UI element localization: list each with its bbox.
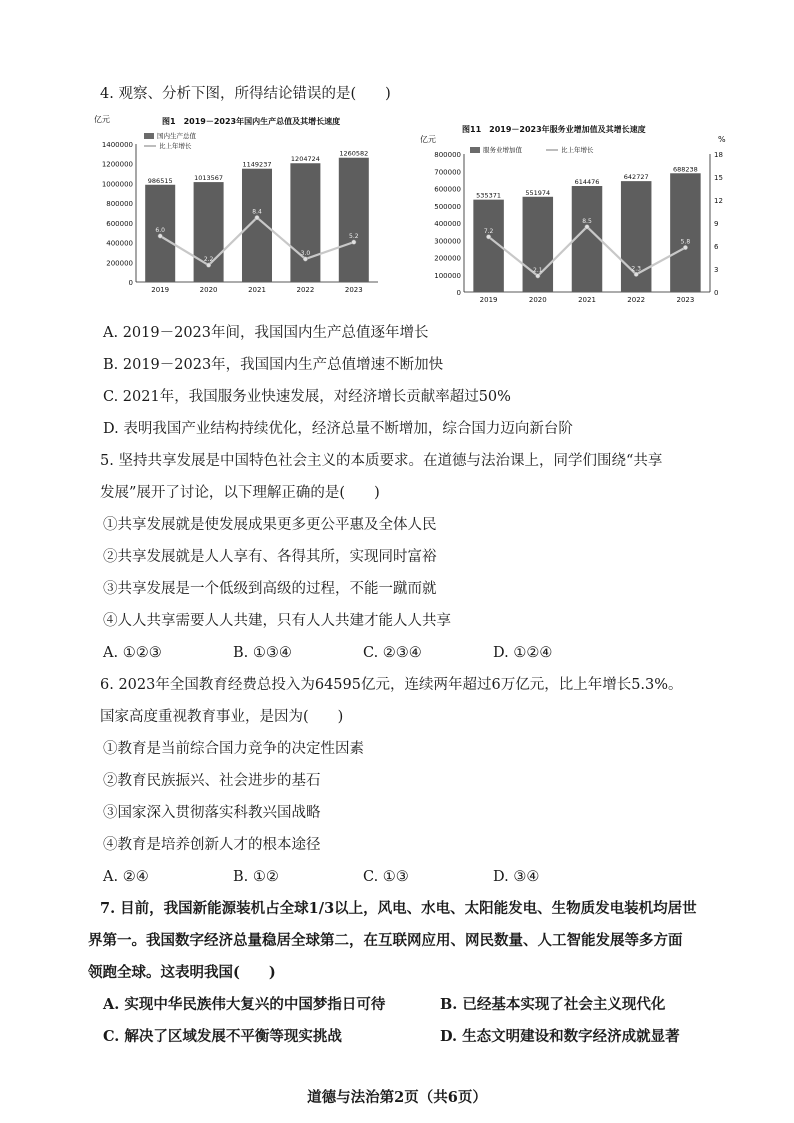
q4-option-d: D. 表明我国产业结构持续优化，经济总量不断增加，综合国力迈向新台阶 bbox=[103, 421, 573, 437]
q7-stem-line2: 界第一。我国数字经济总量稳居全球第二，在互联网应用、网民数量、人工智能发展等多方面 bbox=[88, 932, 683, 949]
chart2-y2tick-label: 9 bbox=[714, 220, 719, 228]
chart2-legend-bar-swatch bbox=[470, 147, 480, 153]
chart2-xtick-2019: 2019 bbox=[479, 296, 498, 304]
chart1-bar-value-2019: 986515 bbox=[147, 176, 173, 185]
chart2-growth-point-2021 bbox=[585, 225, 589, 229]
q7-choice-a: A. 实现中华民族伟大复兴的中国梦指日可待 bbox=[103, 996, 386, 1013]
chart2-growth-label-2022: 2.3 bbox=[631, 265, 641, 273]
chart2-bar-value-2020: 551974 bbox=[525, 188, 551, 197]
chart2-y2tick-label: 15 bbox=[714, 174, 723, 182]
chart2-y2tick-label: 3 bbox=[714, 266, 719, 274]
chart1-title: 图1 2019－2023年国内生产总值及其增长速度 bbox=[162, 117, 341, 126]
chart1-ylabel: 亿元 bbox=[94, 115, 110, 124]
chart1-bar-value-2020: 1013567 bbox=[194, 174, 224, 183]
q6-choice-d: D. ③④ bbox=[493, 869, 540, 885]
chart2-ytick-label: 400000 bbox=[434, 220, 461, 228]
q7-stem-line1: 7. 目前，我国新能源装机占全球1/3以上，风电、水电、太阳能发电、生物质发电装机均居世 bbox=[100, 900, 697, 917]
chart1-ytick-label: 600000 bbox=[106, 219, 133, 228]
chart2-growth-label-2021: 8.5 bbox=[582, 217, 592, 225]
q4-charts bbox=[92, 112, 726, 312]
q6-item-3: ③国家深入贯彻落实科教兴国战略 bbox=[103, 805, 321, 821]
q4-stem: 4. 观察、分析下图，所得结论错误的是( ) bbox=[100, 86, 391, 102]
chart1-bar-2022 bbox=[290, 163, 320, 282]
chart2-ytick-label: 700000 bbox=[434, 168, 461, 177]
q5-stem-line1: 5. 坚持共享发展是中国特色社会主义的本质要求。在道德与法治课上，同学们围绕“共享 bbox=[100, 453, 663, 469]
chart1-bar-value-2021: 1149237 bbox=[242, 160, 272, 169]
chart2-ytick-label: 500000 bbox=[434, 202, 461, 211]
q5-item-4: ④人人共享需要人人共建，只有人人共建才能人人共享 bbox=[103, 613, 451, 629]
chart1-xtick-2023: 2023 bbox=[344, 286, 363, 294]
chart1-growth-point-2020 bbox=[206, 263, 210, 267]
q6-item-2: ②教育民族振兴、社会进步的基石 bbox=[103, 773, 321, 789]
chart2-xtick-2020: 2020 bbox=[528, 296, 547, 304]
chart2-ytick-label: 100000 bbox=[434, 271, 461, 280]
chart2-growth-label-2023: 5.8 bbox=[680, 238, 691, 246]
q6-item-4: ④教育是培养创新人才的根本途径 bbox=[103, 837, 321, 853]
chart2-bar-value-2021: 614476 bbox=[574, 178, 600, 187]
chart2-y2tick-label: 18 bbox=[714, 151, 723, 159]
q5-item-3: ③共享发展是一个低级到高级的过程，不能一蹴而就 bbox=[103, 581, 437, 597]
chart2-y2tick-label: 12 bbox=[714, 197, 723, 205]
q5-choice-c: C. ②③④ bbox=[363, 645, 422, 661]
charts-svg bbox=[92, 112, 726, 312]
chart1-legend-line-label: 比上年增长 bbox=[159, 142, 192, 150]
chart2-ytick-label: 800000 bbox=[434, 151, 461, 159]
chart1-bar-value-2022: 1204724 bbox=[290, 155, 320, 164]
chart1-growth-point-2021 bbox=[255, 215, 259, 219]
chart2-xtick-2022: 2022 bbox=[627, 296, 646, 304]
chart1-growth-point-2022 bbox=[303, 257, 307, 261]
q4-option-c: C. 2021年，我国服务业快速发展，对经济增长贡献率超过50% bbox=[103, 389, 511, 405]
chart1-growth-label-2021: 8.4 bbox=[252, 208, 262, 216]
q5-choice-b: B. ①③④ bbox=[233, 645, 292, 661]
chart1-ytick-label: 1000000 bbox=[101, 180, 133, 189]
q5-item-1: ①共享发展就是使发展成果更多更公平惠及全体人民 bbox=[103, 517, 437, 533]
chart2-ytick-label: 300000 bbox=[434, 237, 461, 246]
chart2-y2label: % bbox=[718, 135, 726, 144]
chart2-legend-bar-label: 服务业增加值 bbox=[483, 146, 522, 154]
chart1-legend-bar-label: 国内生产总值 bbox=[157, 132, 196, 140]
chart1-growth-point-2023 bbox=[352, 240, 356, 244]
chart2-xtick-2021: 2021 bbox=[578, 296, 596, 304]
chart1-ytick-label: 800000 bbox=[106, 200, 133, 209]
q6-stem-line1: 6. 2023年全国教育经费总投入为64595亿元，连续两年超过6万亿元，比上年增长5.3%。 bbox=[100, 677, 683, 693]
q7-stem-line3: 领跑全球。这表明我国( ) bbox=[88, 964, 276, 981]
chart2-growth-label-2019: 7.2 bbox=[483, 227, 494, 235]
chart2-bar-value-2023: 688238 bbox=[672, 165, 698, 174]
chart2-ytick-label: 600000 bbox=[434, 185, 461, 194]
chart1-ytick-label: 1400000 bbox=[101, 141, 133, 149]
q4-option-a: A. 2019－2023年间，我国国内生产总值逐年增长 bbox=[103, 325, 429, 341]
chart1-ytick-label: 0 bbox=[128, 279, 133, 287]
chart2-growth-point-2019 bbox=[486, 235, 490, 239]
chart1-growth-label-2023: 5.2 bbox=[349, 233, 359, 241]
chart2-ytick-label: 0 bbox=[456, 289, 461, 297]
chart2-growth-label-2020: 2.1 bbox=[533, 266, 543, 274]
q7-choice-c: C. 解决了区域发展不平衡等现实挑战 bbox=[103, 1028, 342, 1045]
chart1-xtick-2019: 2019 bbox=[151, 286, 170, 294]
page-footer: 道德与法治第2页（共6页） bbox=[307, 1089, 487, 1106]
chart2-title: 图11 2019－2023年服务业增加值及其增长速度 bbox=[462, 125, 646, 134]
q5-choice-d: D. ①②④ bbox=[493, 645, 553, 661]
chart1-legend-bar-swatch bbox=[144, 133, 154, 139]
chart1-growth-point-2019 bbox=[158, 234, 162, 238]
q7-choice-b: B. 已经基本实现了社会主义现代化 bbox=[440, 996, 666, 1013]
chart2-xtick-2023: 2023 bbox=[676, 296, 695, 304]
chart2-ytick-label: 200000 bbox=[434, 254, 461, 263]
chart1-xtick-2021: 2021 bbox=[248, 286, 266, 294]
chart1-ytick-label: 200000 bbox=[106, 259, 133, 268]
q6-choice-a: A. ②④ bbox=[103, 869, 149, 885]
q6-stem-line2: 国家高度重视教育事业，是因为( ) bbox=[100, 709, 344, 725]
chart2-legend-line-label: 比上年增长 bbox=[561, 146, 594, 154]
chart2-ylabel: 亿元 bbox=[420, 135, 436, 144]
chart1-growth-label-2020: 2.2 bbox=[203, 256, 214, 264]
chart1-ytick-label: 400000 bbox=[106, 239, 133, 248]
q5-stem-line2: 发展”展开了讨论，以下理解正确的是( ) bbox=[100, 485, 380, 501]
q5-item-2: ②共享发展就是人人享有、各得其所，实现同时富裕 bbox=[103, 549, 437, 565]
chart2-bar-value-2022: 642727 bbox=[623, 173, 649, 182]
chart1-bar-value-2023: 1260582 bbox=[339, 149, 369, 158]
q4-option-b: B. 2019－2023年，我国国内生产总值增速不断加快 bbox=[103, 357, 444, 373]
q5-choice-a: A. ①②③ bbox=[103, 645, 162, 661]
chart2-y2tick-label: 6 bbox=[714, 243, 719, 251]
chart1-bar-2023 bbox=[339, 158, 369, 282]
chart1-growth-label-2022: 3.0 bbox=[300, 250, 311, 257]
chart2-bar-2023 bbox=[670, 173, 701, 292]
chart2-growth-point-2023 bbox=[683, 245, 687, 249]
chart2-growth-point-2022 bbox=[634, 272, 638, 276]
chart1-ytick-label: 1200000 bbox=[101, 160, 133, 169]
q6-choice-c: C. ①③ bbox=[363, 869, 409, 885]
chart1-growth-label-2019: 6.0 bbox=[155, 227, 165, 234]
chart2-y2tick-label: 0 bbox=[714, 289, 719, 297]
q7-choice-d: D. 生态文明建设和数字经济成就显著 bbox=[440, 1028, 680, 1045]
chart2-bar-value-2019: 535371 bbox=[476, 191, 502, 200]
chart1-xtick-2022: 2022 bbox=[296, 286, 315, 294]
q6-choice-b: B. ①② bbox=[233, 869, 279, 885]
q6-item-1: ①教育是当前综合国力竞争的决定性因素 bbox=[103, 741, 364, 757]
chart2-growth-point-2020 bbox=[536, 274, 540, 278]
chart1-xtick-2020: 2020 bbox=[199, 286, 218, 294]
